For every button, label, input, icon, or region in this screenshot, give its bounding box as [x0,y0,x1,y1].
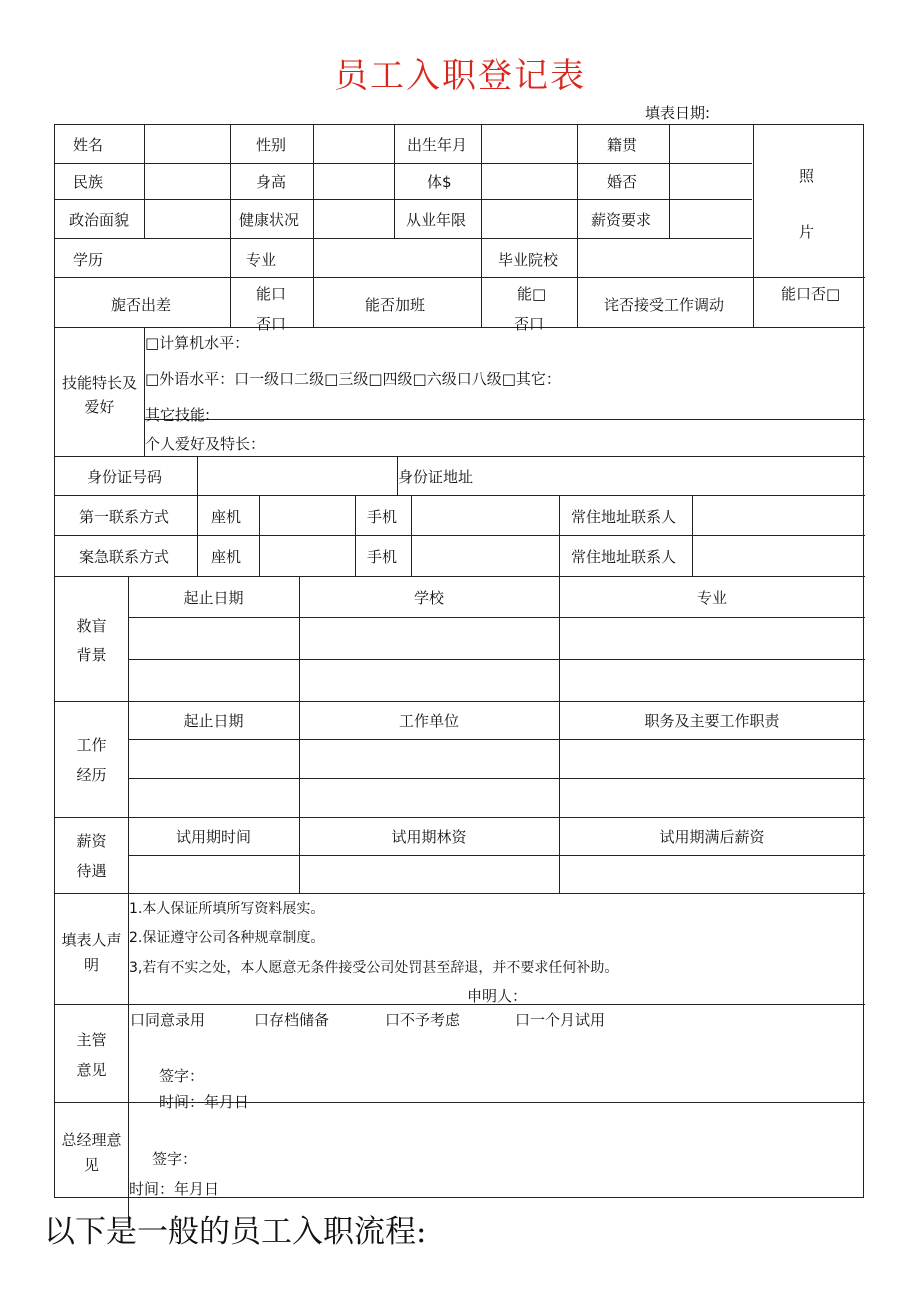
label-transfer: 诧否接受工作调动 [604,296,725,314]
label-first-contact: 第一联系方式 [79,508,170,526]
pay-col-probation-time: 试用期时间 [175,828,251,846]
label-mobile-1: 手机 [367,508,398,526]
label-education-bg-2: 背景 [76,646,107,664]
language-level: □外语水平：口一级口二级□三级□四级□六级口八级□其它： [145,370,561,388]
label-landline-1: 座机 [211,508,242,526]
footer-heading: 以下是一般的员工入职流程: [44,1214,427,1250]
supervisor-sign: 签字： [159,1067,205,1085]
overtime-option-yes: 能□ [517,285,547,303]
photo-label-1: 照 [799,167,815,185]
label-native-place: 籍贯 [607,136,638,154]
label-supervisor-2: 意见 [76,1061,107,1079]
label-work-2: 经历 [76,766,107,784]
label-pay-1: 薪资 [76,832,107,850]
page-title: 员工入职登记表 [334,56,586,96]
hobbies: 个人爱好及特长： [145,435,266,453]
label-work-years: 从业年限 [406,211,467,229]
fill-date-label: 填表日期: [645,104,711,122]
label-declaration-2: 明 [83,956,99,974]
declaration-line-2: 2.保证遵守公司各种规章制度。 [129,930,325,946]
edu-col-school: 学校 [413,589,444,607]
label-resident-contact-1: 常住地址联系人 [571,508,677,526]
other-skills: 其它技能: [145,406,211,424]
supervisor-time: 时间：年月日 [159,1093,250,1111]
declarant-label: 申明人： [467,987,528,1005]
transfer-options: 能口否□ [781,285,841,303]
label-ethnicity: 民族 [73,173,104,191]
work-col-dates: 起止日期 [183,712,244,730]
label-id-address: 身份证地址 [398,468,474,486]
option-one-month-trial: 口一个月试用 [515,1011,606,1029]
label-name: 姓名 [73,136,104,154]
label-weight: 体$ [427,173,452,191]
option-archive: 口存档储备 [254,1011,330,1029]
label-salary-request: 薪资要求 [591,211,652,229]
label-emergency-contact: 案急联系方式 [79,548,170,566]
gm-sign: 签字： [152,1150,198,1168]
declaration-line-1: 1.本人保证所填所写资料展实。 [129,901,325,917]
travel-option-yes: 能口 [256,285,287,303]
label-birth: 出生年月 [407,136,468,154]
label-resident-contact-2: 常住地址联系人 [571,548,677,566]
label-marital: 婚否 [607,173,638,191]
label-health: 健康状况 [239,211,300,229]
label-landline-2: 座机 [211,548,242,566]
option-hire: 口同意录用 [130,1011,206,1029]
overtime-option-no: 否口 [514,315,545,333]
label-id-number: 身份证号码 [87,468,163,486]
pay-col-probation-salary: 试用期林资 [391,828,467,846]
label-pay-2: 待遇 [76,862,107,880]
label-work-1: 工作 [76,736,107,754]
label-travel: 旎否出差 [111,296,172,314]
label-supervisor-1: 主管 [76,1031,107,1049]
edu-col-dates: 起止日期 [183,589,244,607]
declaration-line-3: 3,若有不实之处，本人愿意无条件接受公司处罚甚至辞退，并不要求任何补助。 [129,960,619,976]
label-skills-2: 爱好 [84,398,115,416]
label-gm-2: 见 [83,1156,99,1174]
work-col-employer: 工作单位 [398,712,459,730]
label-graduate-school: 毕业院校 [498,251,559,269]
edu-col-major: 专业 [696,589,727,607]
label-overtime: 能否加班 [365,296,426,314]
photo-label-2: 片 [799,223,815,241]
computer-level: □计算机水平： [145,334,250,352]
label-mobile-2: 手机 [367,548,398,566]
registration-form [54,124,864,1198]
gm-time: 时间：年月日 [129,1180,220,1198]
label-political: 政治面貌 [69,211,130,229]
label-gm-1: 总经理意 [61,1131,122,1149]
work-col-duties: 职务及主要工作职责 [644,712,780,730]
label-major: 专业 [246,251,277,269]
travel-option-no: 否口 [256,315,287,333]
label-education-bg-1: 救盲 [76,617,107,635]
label-gender: 性别 [256,136,287,154]
label-declaration-1: 填表人声 [61,931,122,949]
label-skills-1: 技能特长及 [61,374,137,392]
option-reject: 口不予考虑 [385,1011,461,1029]
label-height: 身高 [256,173,287,191]
label-education: 学历 [73,251,104,269]
pay-col-regular-salary: 试用期满后薪资 [659,828,765,846]
